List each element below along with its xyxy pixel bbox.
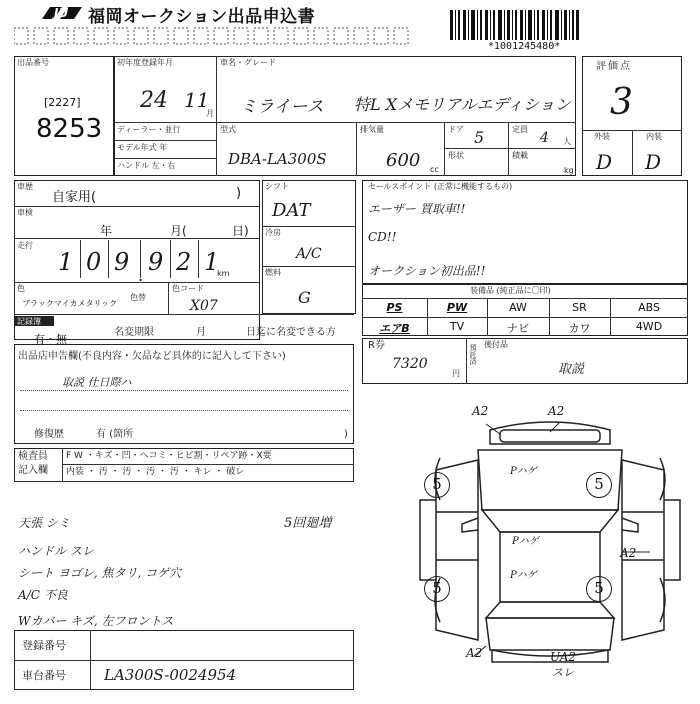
cooling-label: 冷房 <box>265 228 281 237</box>
cap-label: 定員 <box>512 125 528 134</box>
handle-label: ハンドル 左・右 <box>117 161 176 170</box>
repair-value: 有 (箇所 <box>96 429 134 440</box>
divider <box>362 317 688 318</box>
equip-aw[interactable]: AW <box>509 301 527 314</box>
inspector-side-note: 5回廻増 <box>284 516 332 531</box>
recycle-side: 預託済 <box>469 344 477 365</box>
equip-4wd[interactable]: 4WD <box>635 320 663 333</box>
ext-score: D <box>596 150 613 174</box>
sales-point-3: オークション初出品!! <box>368 264 486 278</box>
inspector-note-4: A/C 不良 <box>18 588 68 602</box>
color-value: ブラックマイカメタリック <box>22 299 118 308</box>
month-mark: 月 <box>206 109 214 118</box>
mileage-unit: km <box>217 269 230 278</box>
mileage-digit: 0 <box>86 248 102 276</box>
divider <box>262 266 356 267</box>
usage-value: 自家用( <box>52 190 97 205</box>
weight-unit: kg <box>564 166 574 175</box>
equip-tv[interactable]: TV <box>449 320 465 333</box>
model-name: ミライース <box>240 97 324 117</box>
manual-period-label: 名変期限 <box>114 327 154 338</box>
color-code-label: 色コード <box>172 284 204 293</box>
divider <box>262 226 356 227</box>
inspection-label: 車検 <box>17 208 33 217</box>
inspector-label-2: 記入欄 <box>18 465 48 476</box>
tire-rear-left: 5 <box>424 576 450 602</box>
fuel-value: G <box>298 288 311 307</box>
sales-point-2: CD!! <box>368 230 397 244</box>
mark-rear: Pハゲ <box>510 570 537 581</box>
divider <box>198 240 199 278</box>
mileage-digit: 9 <box>148 248 164 276</box>
divider <box>108 240 109 278</box>
divider <box>444 148 576 149</box>
divider <box>62 464 354 465</box>
equipment-label: 装備品 (純正品に〇印) <box>470 286 551 295</box>
mark-ua2: UA2 <box>550 650 577 664</box>
manual-options[interactable]: 有・無 <box>34 333 67 346</box>
mileage-label: 走行 <box>17 241 33 250</box>
manual-label: 記録簿 <box>17 317 41 326</box>
model-grade: 特L Xメモリアルエディション <box>354 95 571 114</box>
dotted-line <box>20 410 348 411</box>
form-title: 福岡オークション出品申込書 <box>88 7 316 27</box>
inspector-label-1: 検査員 <box>18 451 48 462</box>
year-label: 初年度登録年月 <box>117 58 173 67</box>
shape-label: 形状 <box>448 151 464 160</box>
cc-label: 排気量 <box>360 125 384 134</box>
lot-sub: [2227] <box>44 96 81 109</box>
divider <box>14 660 354 661</box>
door-value: 5 <box>474 128 485 147</box>
divider <box>114 140 216 141</box>
lot-number: 8253 <box>36 114 103 144</box>
equip-leather[interactable]: カワ <box>568 322 591 335</box>
cooling-value: A/C <box>296 246 322 262</box>
usage-close: ) <box>236 186 242 201</box>
weight-label: 積載 <box>512 151 528 160</box>
header-dashed-boxes <box>14 26 444 52</box>
divider <box>632 130 633 176</box>
year-value: 24 <box>140 88 168 113</box>
mileage-digits <box>52 240 228 285</box>
divider <box>508 122 509 176</box>
tire-front-right: 5 <box>586 472 612 498</box>
ext-label: 外装 <box>594 132 610 141</box>
divider <box>14 206 260 207</box>
equip-sr[interactable]: SR <box>572 301 587 314</box>
cc-unit: cc <box>430 165 439 174</box>
sales-label: セールスポイント (正常に機能するもの) <box>368 182 513 191</box>
decimal-mark: . <box>138 266 144 285</box>
recycle-value: 7320 <box>392 356 428 372</box>
model-label: 車名・グレード <box>220 58 276 67</box>
inspector-note-1: 天張 シミ <box>18 516 70 530</box>
divider <box>114 122 576 123</box>
divider <box>140 240 141 278</box>
month-value: 11 <box>184 88 210 112</box>
equip-abs[interactable]: ABS <box>638 301 660 314</box>
mark-a2-top-left: A2 <box>472 404 489 418</box>
color-code-value: X07 <box>190 298 218 314</box>
manual-month: 月 <box>196 327 206 338</box>
inspection-month: 月( <box>170 224 187 238</box>
divider <box>14 238 260 239</box>
type-value: DBA-LA300S <box>228 150 327 168</box>
model-year-label: モデル年式 年 <box>117 143 168 152</box>
divider <box>14 282 260 283</box>
door-label: ドア <box>448 125 464 134</box>
inspector-row-2: 内装 ・ 汚 ・ 汚 ・ 汚 ・ 汚 ・ キレ ・ 破レ <box>66 467 245 477</box>
divider <box>114 158 216 159</box>
recycle-label: R券 <box>368 340 385 351</box>
mark-a2-top-right: A2 <box>548 404 565 418</box>
inspection-year: 年 <box>100 224 113 238</box>
color-change-label: 色替 <box>130 293 146 302</box>
repair-close: ) <box>344 429 348 440</box>
barcode-number: *1001245480* <box>488 41 561 52</box>
inspection-day: 日) <box>232 224 249 238</box>
score-value: 3 <box>610 82 633 123</box>
divider <box>444 122 445 176</box>
equip-pw[interactable]: PW <box>446 301 468 314</box>
int-label: 内装 <box>646 132 662 141</box>
recycle-unit: 円 <box>452 369 460 378</box>
chassis-label: 車台番号 <box>22 669 66 682</box>
repair-label: 修復歴 <box>34 429 64 440</box>
mark-roof: Pハゲ <box>512 536 539 547</box>
inspector-note-2: ハンドル スレ <box>18 544 94 558</box>
score-label: 評価点 <box>596 61 632 72</box>
plate-label: 登録番号 <box>22 639 66 652</box>
remarks-label: 出品店申告欄(不良内容・欠品など具体的に記入して下さい) <box>18 351 286 362</box>
usage-label: 車歴 <box>17 182 33 191</box>
mileage-digit: 2 <box>176 248 192 276</box>
dotted-line <box>20 390 348 391</box>
dealer-label: ディーラー・並行 <box>117 125 181 134</box>
divider <box>90 630 91 690</box>
divider <box>14 314 354 315</box>
tire-rear-right: 5 <box>586 576 612 602</box>
divider <box>362 298 688 299</box>
logo-text: JU <box>54 6 69 20</box>
tire-front-left: 5 <box>424 472 450 498</box>
aftermarket-label: 後付品 <box>484 340 508 349</box>
divider <box>168 282 169 314</box>
color-label: 色 <box>17 284 25 293</box>
barcode <box>450 10 580 40</box>
mark-ua2-sub: スレ <box>552 666 574 679</box>
barcode-bars <box>450 10 580 40</box>
inspector-row-1: F W ・キズ・凹・ヘコミ・ヒビ割・リペア跡・X要 <box>66 451 272 461</box>
equip-airbag[interactable]: エアB <box>379 322 410 335</box>
fuel-label: 燃料 <box>265 268 281 277</box>
divider <box>80 240 81 278</box>
divider <box>62 448 63 482</box>
divider <box>466 338 467 384</box>
equip-navi[interactable]: ナビ <box>507 322 529 335</box>
manual-note: 日迄に名変できる方 <box>246 327 336 338</box>
remarks-line1: 取説 仕日際ハ <box>62 376 132 389</box>
cap-value: 4 <box>540 130 549 146</box>
shift-label: シフト <box>265 182 289 191</box>
shift-value: DAT <box>272 200 311 221</box>
mark-hood: Pハゲ <box>510 466 537 477</box>
divider <box>170 240 171 278</box>
cap-unit: 人 <box>563 137 571 146</box>
mileage-digit: 9 <box>114 248 130 276</box>
inspector-note-3: シート ヨゴレ, 焦タリ, コゲ穴 <box>18 566 182 580</box>
sales-point-1: エーザー 買取車!! <box>368 202 466 216</box>
inspector-note-5: Wカバー キズ, 左フロントス <box>18 614 174 628</box>
aftermarket-value: 取説 <box>558 362 585 377</box>
mark-a2-right: A2 <box>620 546 637 560</box>
lot-label: 出品番号 <box>17 58 49 67</box>
equip-ps[interactable]: PS <box>386 301 403 314</box>
mileage-digit: 1 <box>58 248 74 276</box>
chassis-value: LA300S-0024954 <box>104 666 237 684</box>
int-score: D <box>645 150 662 174</box>
divider <box>356 122 357 176</box>
type-label: 型式 <box>220 125 236 134</box>
mileage-digit: 1 <box>204 248 220 276</box>
cc-value: 600 <box>386 150 421 171</box>
mark-a2-bottom: A2 <box>466 646 483 660</box>
divider <box>216 56 217 176</box>
